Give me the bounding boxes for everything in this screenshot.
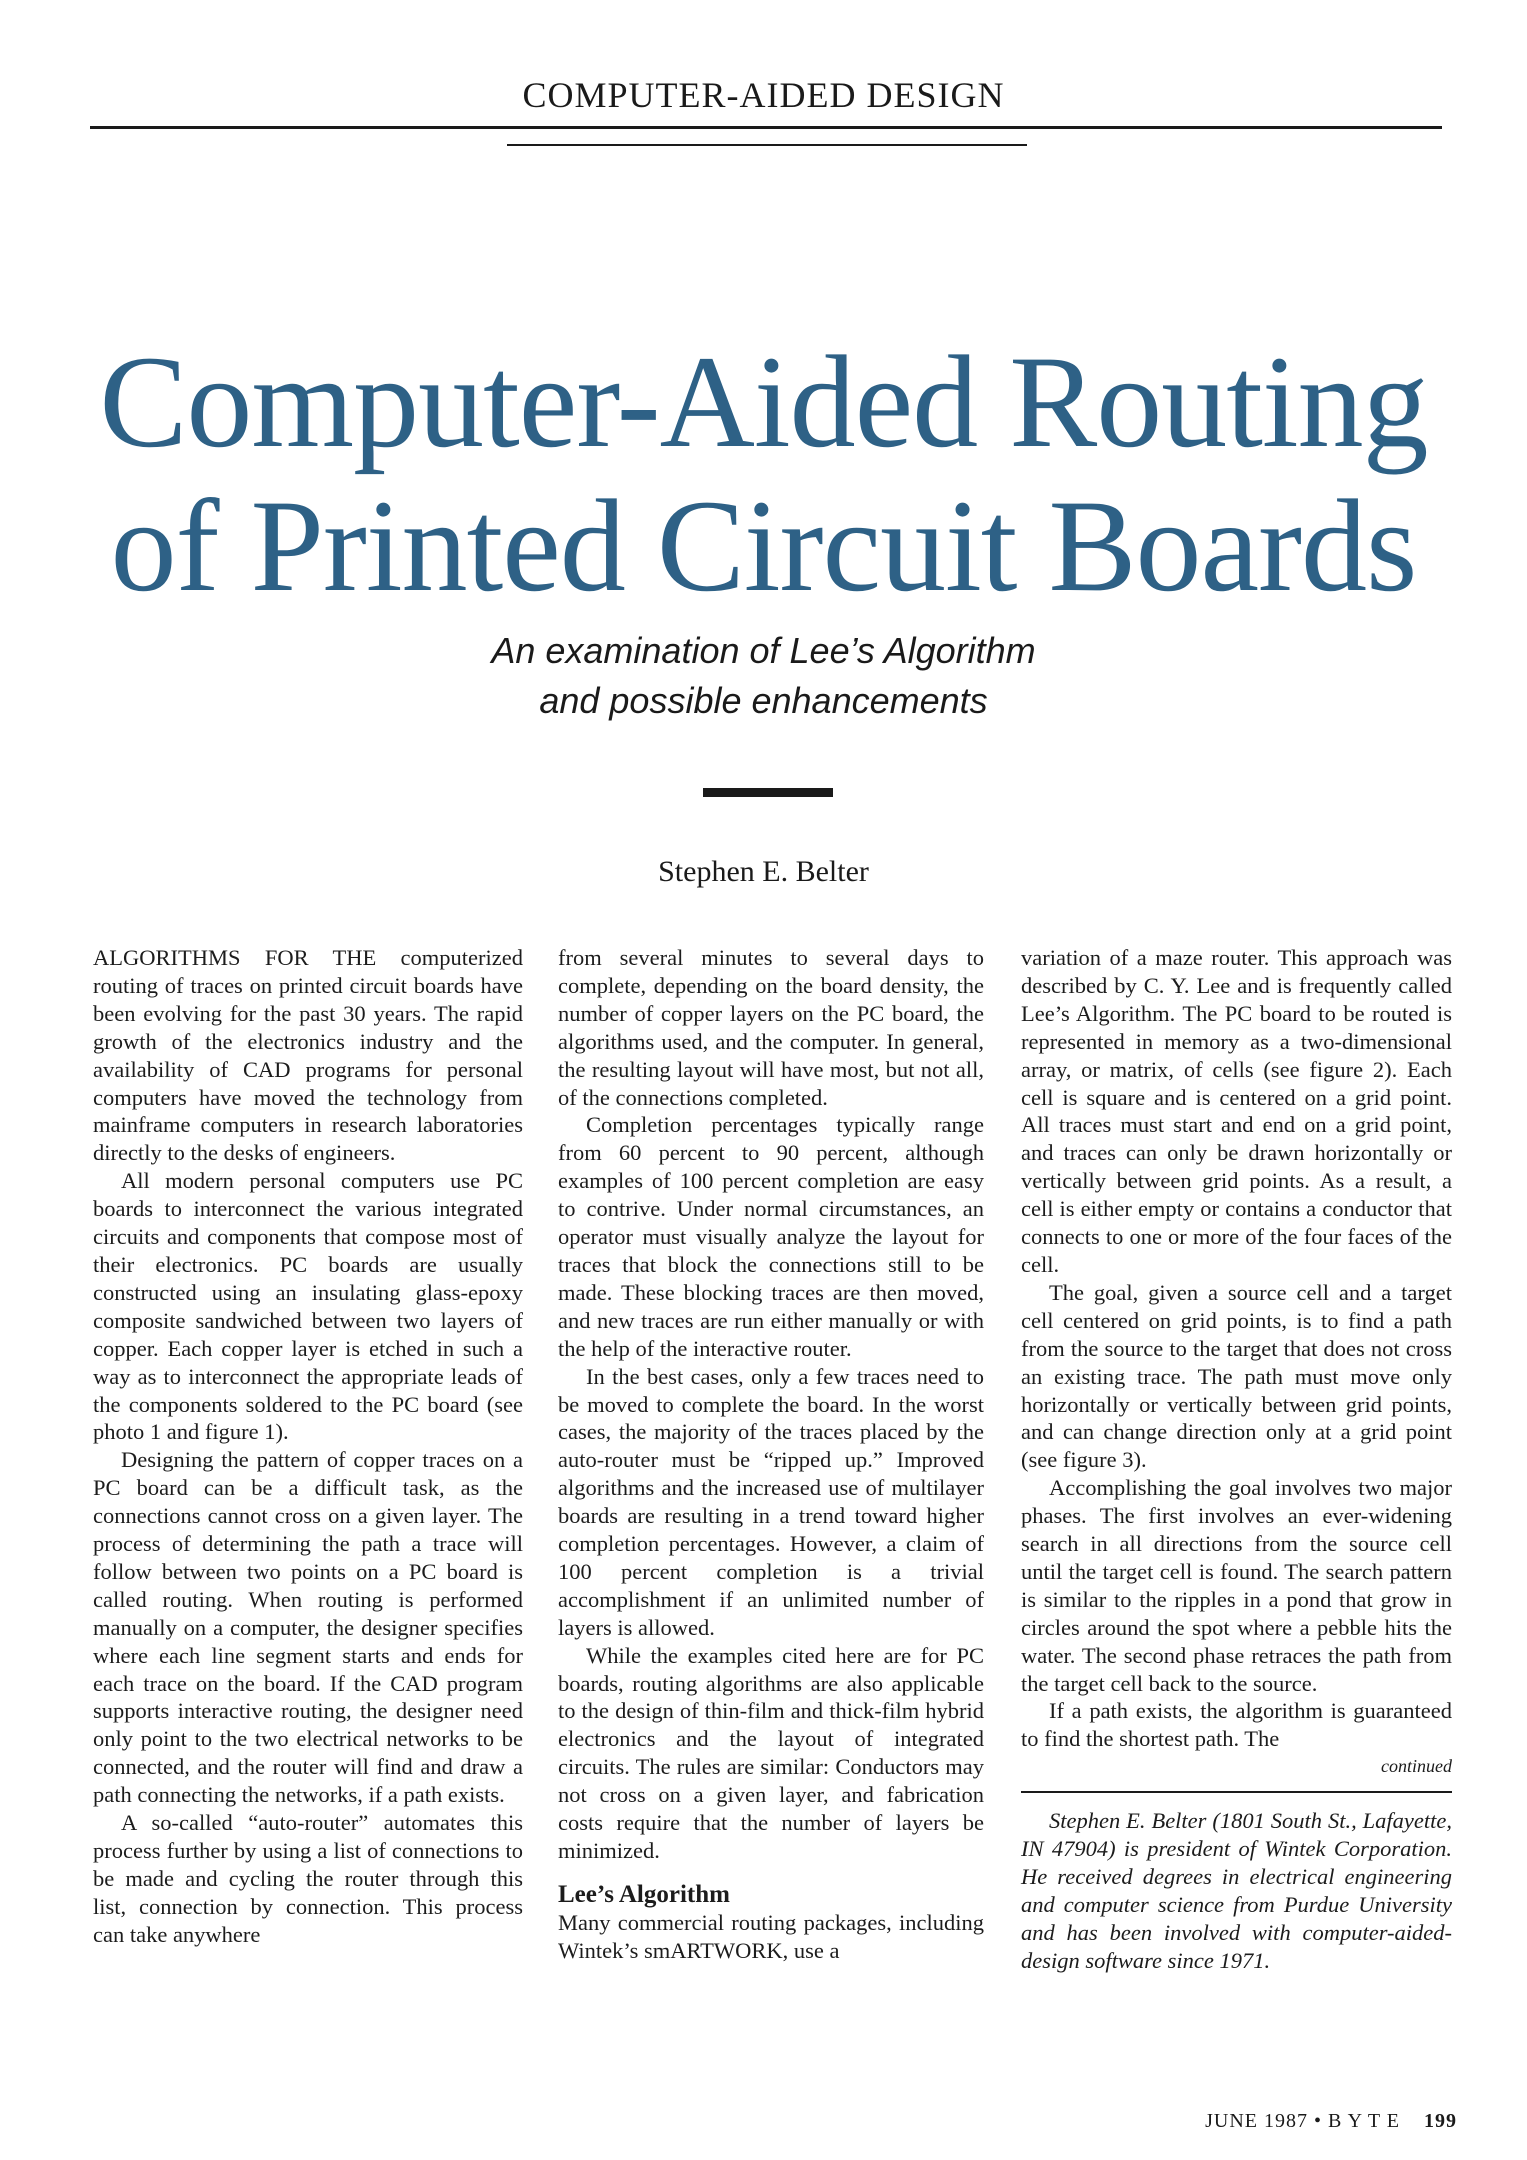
- paragraph: A so-called “auto-router” automates this process further by using a list of connections to be made and cycling the router through this list, connection by connection. This process can take anywhere: [93, 1810, 523, 1947]
- page-footer: [1205, 2110, 1457, 2133]
- title-divider: [703, 788, 833, 797]
- paragraph: from several minutes to several days to complete, depending on the board density, the number of copper layers on the PC board, the algorithms used, and the computer. In general, the resulting layout will have most, but not all, of the connections completed.: [558, 945, 984, 1110]
- article-subtitle: [0, 626, 1527, 726]
- continued-label: continued: [1381, 1756, 1452, 1777]
- body-column-2: [558, 944, 984, 1965]
- paragraph: Completion percentages typically range from 60 percent to 90 percent, although examples of 100 percent completion are easy to contrive. Under normal circumstances, an operator must visually analyze the layout for traces that block the connections still to be made. These blocking traces are then moved, and new traces are run either manually or with the help of the interactive router.: [558, 1112, 984, 1361]
- author-bio: Stephen E. Belter (1801 South St., Lafayette, IN 47904) is president of Wintek Corporation. He received degrees in electrical engineering and computer science from Purdue University and has been involved with computer-aided-design software since 1971.: [1021, 1808, 1452, 1973]
- paragraph: Accomplishing the goal involves two major phases. The first involves an ever-widening search in all directions from the source cell until the target cell is found. The search pattern is similar to the ripples in a pond that grow in circles around the spot where a pebble hits the water. The second phase retraces the path from the target cell back to the source.: [1021, 1475, 1452, 1696]
- paragraph: Many commercial routing packages, including Wintek’s smARTWORK, use a: [558, 1909, 984, 1963]
- paragraph: The goal, given a source cell and a target cell centered on grid points, is to find a path from the source to the target that does not cross an existing trace. The path must move only horizontally or vertically between grid points, and can change direction only at a grid point (see figure 3).: [1021, 1279, 1452, 1473]
- article-title: [0, 330, 1527, 618]
- paragraph: In the best cases, only a few traces need to be moved to complete the board. In the worst cases, the majority of the traces placed by the auto-router must be “ripped up.” Improved algorithms and the increased use of multilayer boards are resulting in a trend toward higher completion percentages. However, a claim of 100 percent completion is a trivial accomplishment if an unlimited number of layers is allowed.: [558, 1363, 984, 1640]
- author-byline: Stephen E. Belter: [658, 855, 869, 888]
- page-number: 199: [1424, 2110, 1457, 2132]
- paragraph: variation of a maze router. This approach was described by C. Y. Lee and is frequently called Lee’s Algorithm. The PC board to be routed is represented in memory as a two-dimensional array, or matrix, of cells (see figure 2). Each cell is square and is centered on a grid point. All traces must start and end on a grid point, and traces can only be drawn horizontally or vertically between grid points. As a result, a cell is either empty or contains a conductor that connects to one or more of the four faces of the cell.: [1021, 945, 1452, 1277]
- issue-label: JUNE 1987 • B Y T E: [1205, 2110, 1400, 2132]
- title-line-2: of Printed Circuit Boards: [110, 472, 1417, 619]
- paragraph: Designing the pattern of copper traces on a PC board can be a difficult task, as the connections cannot cross on a given layer. The process of determining the path a trace will follow between two points on a PC board is called routing. When routing is performed manually on a computer, the designer specifies where each line segment starts and ends for each trace on the board. If the CAD program supports interactive routing, the designer need only point to the two electrical networks to be connected, and the router will find and draw a path connecting the networks, if a path exists.: [93, 1447, 523, 1808]
- section-label: COMPUTER-AIDED DESIGN: [522, 75, 1005, 115]
- bio-divider: [1021, 1791, 1452, 1793]
- paragraph: ALGORITHMS FOR THE computerized routing of traces on printed circuit boards have been evolving for the past 30 years. The rapid growth of the electronics industry and the availability of CAD programs for personal computers have moved the technology from mainframe computers in research laboratories directly to the desks of engineers.: [93, 945, 523, 1166]
- paragraph: All modern personal computers use PC boards to interconnect the various integrated circuits and components that compose most of their electronics. PC boards are usually constructed using an insulating glass-epoxy composite sandwiched between two layers of copper. Each copper layer is etched in such a way as to interconnect the appropriate leads of the components soldered to the PC board (see photo 1 and figure 1).: [93, 1168, 523, 1445]
- paragraph: While the examples cited here are for PC boards, routing algorithms are also applicable to the design of thin-film and thick-film hybrid electronics and the layout of integrated circuits. The rules are similar: Conductors may not cross on a given layer, and fabrication costs require that the number of layers be minimized.: [558, 1642, 984, 1863]
- body-column-3: [1021, 944, 1452, 1975]
- title-line-1: Computer-Aided Routing: [99, 328, 1428, 475]
- subtitle-line-2: and possible enhancements: [539, 680, 988, 721]
- section-heading: Lee’s Algorithm: [558, 1880, 730, 1908]
- header-short-rule: [507, 144, 1027, 146]
- body-column-1: [93, 944, 523, 1949]
- header-rule: [90, 126, 1442, 129]
- paragraph: If a path exists, the algorithm is guaranteed to find the shortest path. The: [1021, 1698, 1452, 1752]
- subtitle-line-1: An examination of Lee’s Algorithm: [491, 630, 1036, 671]
